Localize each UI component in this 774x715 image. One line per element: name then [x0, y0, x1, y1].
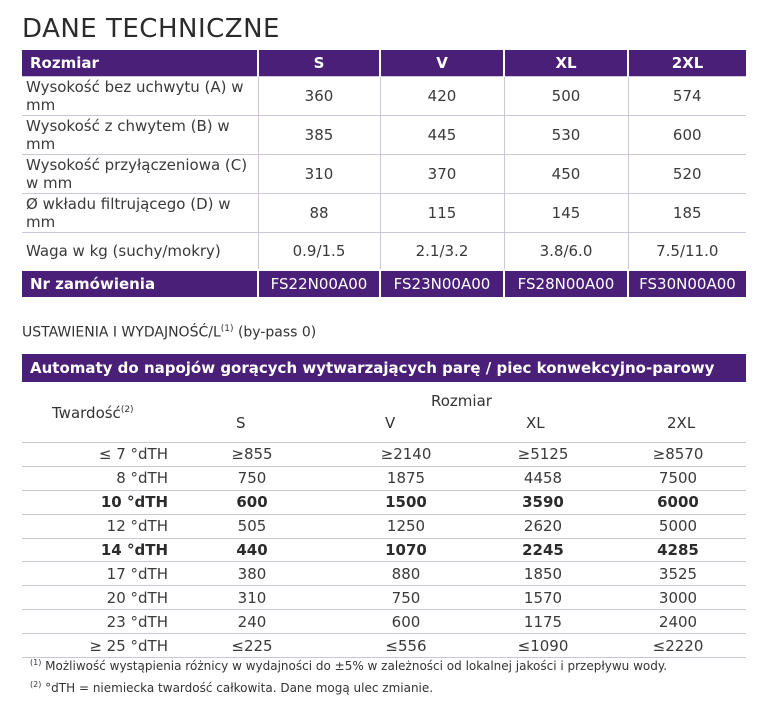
- hardness-value: 17 °dTH: [22, 562, 168, 586]
- tech-value-xl: 145: [504, 194, 628, 233]
- tech-row-label: Wysokość z chwytem (B) w mm: [22, 116, 258, 155]
- tech-value-v: 420: [380, 77, 504, 116]
- tech-value-v: 445: [380, 116, 504, 155]
- tech-header-2xl: 2XL: [628, 50, 746, 77]
- performance-value-xl: ≤1090: [476, 634, 610, 658]
- tech-header-xl: XL: [504, 50, 628, 77]
- performance-value-xl: 1850: [476, 562, 610, 586]
- tech-value-2xl: 574: [628, 77, 746, 116]
- performance-row: [22, 610, 746, 634]
- performance-value-xl: ≥5125: [476, 443, 610, 467]
- performance-value-s: 380: [168, 562, 336, 586]
- performance-row: [22, 634, 746, 658]
- size-header-xl: XL: [526, 414, 545, 432]
- order-number-2xl: FS30N00A00: [628, 270, 746, 297]
- tech-row: [22, 233, 746, 271]
- size-header-2xl: 2XL: [667, 414, 696, 432]
- tech-value-s: 310: [258, 155, 380, 194]
- performance-row: [22, 514, 746, 538]
- performance-value-v: 750: [336, 586, 476, 610]
- performance-row: [22, 490, 746, 514]
- performance-value-v: 1070: [336, 538, 476, 562]
- tech-header-s: S: [258, 50, 380, 77]
- order-number-s: FS22N00A00: [258, 270, 380, 297]
- performance-value-2xl: 3525: [610, 562, 746, 586]
- hardness-value: 20 °dTH: [22, 586, 168, 610]
- performance-value-2xl: 2400: [610, 610, 746, 634]
- footnote-1: $^{(1)}$ Możliwość wystąpienia różnicy w wydajności do ±5% w zależności od lokalnej jakości i przepływu wody.: [30, 658, 668, 673]
- tech-header-v: V: [380, 50, 504, 77]
- tech-row: [22, 194, 746, 233]
- performance-value-v: 1500: [336, 490, 476, 514]
- performance-value-xl: 2245: [476, 538, 610, 562]
- performance-row: [22, 562, 746, 586]
- hardness-value: 23 °dTH: [22, 610, 168, 634]
- tech-header-size: Rozmiar: [22, 50, 258, 77]
- size-header-v: V: [385, 414, 396, 432]
- performance-value-s: ≥855: [168, 443, 336, 467]
- performance-value-v: ≤556: [336, 634, 476, 658]
- hardness-header: Twardość$^{(2)}$: [52, 404, 134, 422]
- performance-value-2xl: ≤2220: [610, 634, 746, 658]
- footnote-2: $^{(2)}$ °dTH = niemiecka twardość całkowita. Dane mogą ulec zmianie.: [30, 680, 434, 695]
- size-header-s: S: [236, 414, 246, 432]
- order-number-xl: FS28N00A00: [504, 270, 628, 297]
- performance-value-v: 600: [336, 610, 476, 634]
- hardness-value: 14 °dTH: [22, 538, 168, 562]
- performance-row: [22, 586, 746, 610]
- size-group-header: Rozmiar: [431, 392, 492, 410]
- tech-value-v: 2.1/3.2: [380, 233, 504, 271]
- tech-value-xl: 3.8/6.0: [504, 233, 628, 271]
- tech-value-s: 0.9/1.5: [258, 233, 380, 271]
- performance-value-s: 440: [168, 538, 336, 562]
- performance-value-xl: 1570: [476, 586, 610, 610]
- performance-value-xl: 4458: [476, 466, 610, 490]
- page-title: DANE TECHNICZNE: [22, 14, 280, 44]
- tech-row: [22, 77, 746, 116]
- performance-value-s: 310: [168, 586, 336, 610]
- tech-value-xl: 500: [504, 77, 628, 116]
- performance-value-s: 505: [168, 514, 336, 538]
- tech-value-s: 385: [258, 116, 380, 155]
- tech-row: [22, 155, 746, 194]
- performance-value-s: ≤225: [168, 634, 336, 658]
- tech-row-label: Wysokość przyłączeniowa (C) w mm: [22, 155, 258, 194]
- tech-row-label: Ø wkładu filtrującego (D) w mm: [22, 194, 258, 233]
- tech-row: [22, 116, 746, 155]
- hardness-value: 12 °dTH: [22, 514, 168, 538]
- tech-value-2xl: 7.5/11.0: [628, 233, 746, 271]
- performance-value-xl: 3590: [476, 490, 610, 514]
- performance-value-2xl: 6000: [610, 490, 746, 514]
- settings-title: USTAWIENIA I WYDAJNOŚĆ/$L^{(1)}$ (by-pass 0): [22, 324, 317, 341]
- order-number-label: Nr zamówienia: [22, 270, 258, 297]
- performance-table: [22, 442, 746, 658]
- performance-value-v: 1875: [336, 466, 476, 490]
- performance-value-2xl: 4285: [610, 538, 746, 562]
- performance-value-s: 750: [168, 466, 336, 490]
- tech-header-row: [22, 50, 746, 77]
- tech-value-2xl: 185: [628, 194, 746, 233]
- performance-value-2xl: 5000: [610, 514, 746, 538]
- technical-data-table: [22, 50, 746, 297]
- performance-value-v: ≥2140: [336, 443, 476, 467]
- performance-row: [22, 538, 746, 562]
- tech-value-2xl: 600: [628, 116, 746, 155]
- tech-value-xl: 450: [504, 155, 628, 194]
- tech-row-label: Wysokość bez uchwytu (A) w mm: [22, 77, 258, 116]
- order-number-row: [22, 270, 746, 297]
- performance-value-2xl: 7500: [610, 466, 746, 490]
- tech-value-xl: 530: [504, 116, 628, 155]
- performance-value-s: 240: [168, 610, 336, 634]
- hardness-value: ≥ 25 °dTH: [22, 634, 168, 658]
- performance-value-v: 1250: [336, 514, 476, 538]
- tech-row-label: Waga w kg (suchy/mokry): [22, 233, 258, 271]
- performance-value-xl: 1175: [476, 610, 610, 634]
- performance-value-2xl: 3000: [610, 586, 746, 610]
- tech-value-s: 88: [258, 194, 380, 233]
- performance-value-s: 600: [168, 490, 336, 514]
- tech-value-v: 370: [380, 155, 504, 194]
- performance-value-2xl: ≥8570: [610, 443, 746, 467]
- hardness-value: ≤ 7 °dTH: [22, 443, 168, 467]
- performance-row: [22, 466, 746, 490]
- tech-value-s: 360: [258, 77, 380, 116]
- performance-row: [22, 443, 746, 467]
- performance-value-xl: 2620: [476, 514, 610, 538]
- tech-value-v: 115: [380, 194, 504, 233]
- order-number-v: FS23N00A00: [380, 270, 504, 297]
- hardness-value: 10 °dTH: [22, 490, 168, 514]
- tech-value-2xl: 520: [628, 155, 746, 194]
- performance-value-v: 880: [336, 562, 476, 586]
- settings-category-bar: Automaty do napojów gorących wytwarzających parę / piec konwekcyjno-parowy: [22, 354, 746, 382]
- hardness-value: 8 °dTH: [22, 466, 168, 490]
